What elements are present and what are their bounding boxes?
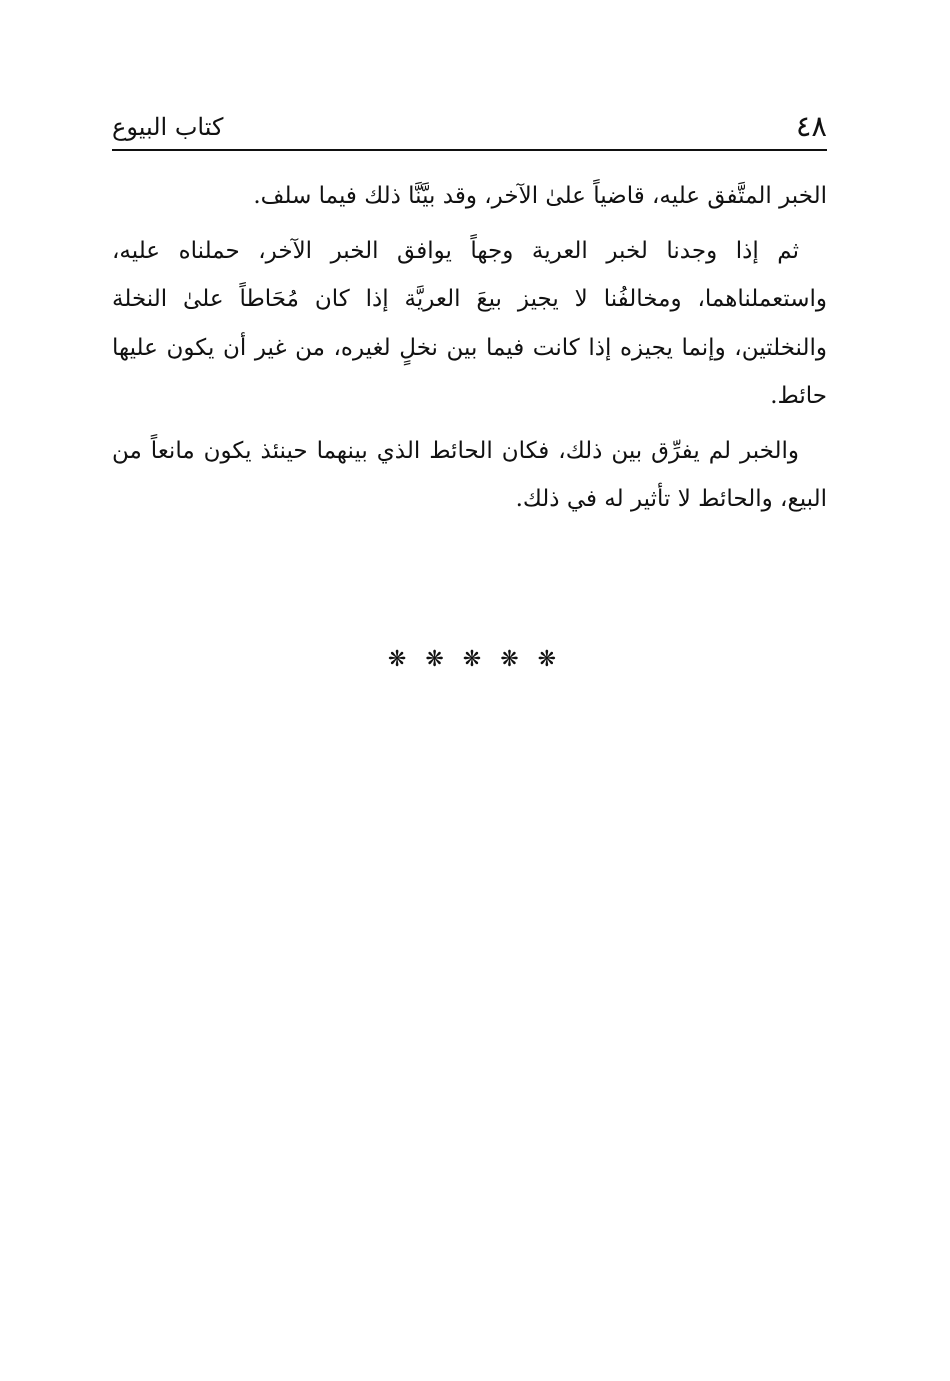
text-line: مانعاً من البيع، والحائط لا تأثير له في ذلك. (112, 437, 827, 512)
running-head (112, 108, 827, 148)
text-line: والنخلتين، وإنما يجيزه إذا كانت فيما بين نخلٍ لغيره، من غير أن يكون (166, 334, 827, 361)
text-line: الخبر المتَّفق عليه، قاضياً علىٰ الآخر، وقد بيَّنَّا ذلك فيما سلف. (253, 183, 827, 209)
page-number: ٤٨ (795, 109, 827, 143)
body-text (112, 172, 827, 524)
text-line: ثم إذا وجدنا لخبر العرية وجهاً يوافق الخبر الآخر، حملناه عليه، (112, 237, 799, 264)
paragraph-2 (112, 227, 827, 421)
paragraph-3 (112, 427, 827, 524)
text-line: واستعملناهما، ومخالفُنا لا يجيز بيعَ العريَّة إذا كان مُحَاطاً علىٰ النخلة (112, 286, 827, 312)
book-title: كتاب البيوع (112, 113, 224, 141)
paragraph-1 (112, 172, 827, 221)
section-separator: ❋ ❋ ❋ ❋ ❋ (387, 647, 563, 672)
header-rule (112, 149, 827, 151)
text-line: والخبر لم يفرِّق بين ذلك، فكان الحائط الذي بينهما حينئذ يكون (203, 437, 799, 464)
text-line: عليها حائط. (112, 334, 827, 409)
